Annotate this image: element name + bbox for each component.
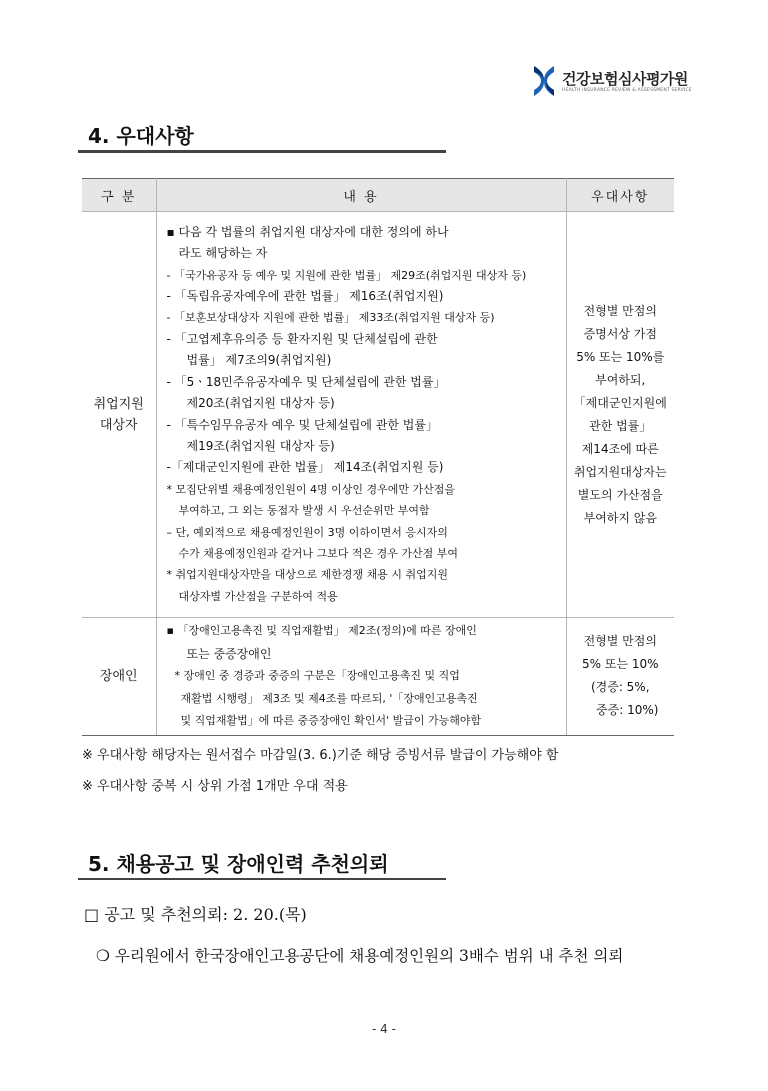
note-line: ※ 우대사항 해당자는 원서접수 마감일(3. 6.)기준 해당 증빙서류 발급이 가능해야 함 bbox=[82, 748, 559, 763]
preference-line: 5% 또는 10%를 bbox=[576, 349, 665, 364]
content-line: * 장애인 중 경증과 중증의 구분은「장애인고용촉진 및 직업 bbox=[174, 669, 460, 682]
section-4-heading bbox=[78, 116, 446, 156]
content-line: – 단, 예외적으로 채용예정인원이 3명 이하이면서 응시자의 bbox=[166, 525, 448, 539]
preference-line: 중증: 10%) bbox=[596, 703, 659, 718]
section-4-title: 4. 우대사항 bbox=[88, 124, 194, 148]
preference-line: 증명서상 가점 bbox=[583, 326, 657, 341]
row-category bbox=[82, 212, 156, 618]
preference-line: 전형별 만점의 bbox=[583, 303, 657, 318]
preference-line: (경증: 5%, bbox=[590, 680, 650, 695]
content-line: 또는 중증장애인 bbox=[186, 646, 272, 661]
recommendation-item: ❍ 우리원에서 한국장애인고용공단에 채용예정인원의 3배수 범위 내 추천 의뢰 bbox=[96, 947, 624, 965]
content-line: ▪ 다음 각 법률의 취업지원 대상자에 대한 정의에 하나 bbox=[166, 224, 449, 239]
category-line: 대상자 bbox=[99, 417, 138, 433]
content-line: 재활법 시행령」 제3조 및 제4조를 따르되, '「장애인고용촉진 bbox=[180, 691, 478, 705]
section-5-heading bbox=[78, 838, 446, 882]
row-preference bbox=[566, 212, 674, 618]
note-line: ※ 우대사항 중복 시 상위 가점 1개만 우대 적용 bbox=[82, 779, 348, 794]
preference-table bbox=[82, 178, 674, 736]
row-content bbox=[156, 212, 566, 618]
content-line: ▪ 「장애인고용촉진 및 직업재활법」 제2조(정의)에 따른 장애인 bbox=[166, 624, 477, 637]
header-category: 구 분 bbox=[82, 179, 156, 212]
content-line: 부여하고, 그 외는 동점자 발생 시 우선순위만 부여함 bbox=[178, 504, 430, 518]
content-line: - 「고엽제후유의증 등 환자지원 및 단체설립에 관한 bbox=[166, 331, 438, 346]
row-preference bbox=[566, 618, 674, 736]
content-line: * 취업지원대상자만을 대상으로 제한경쟁 채용 시 취업지원 bbox=[166, 568, 449, 582]
content-line: 제19조(취업지원 대상자 등) bbox=[186, 438, 335, 453]
category-line: 취업지원 bbox=[93, 396, 144, 412]
row-content bbox=[156, 618, 566, 736]
content-line: 제20조(취업지원 대상자 등) bbox=[186, 396, 335, 411]
content-line: - 「특수임무유공자 예우 및 단체설립에 관한 법률」 bbox=[166, 417, 438, 432]
section-4-rule bbox=[78, 150, 446, 153]
content-line: - 「보훈보상대상자 지원에 관한 법률」 제33조(취업지원 대상자 등) bbox=[166, 311, 495, 325]
org-name: 건강보험심사평가원 bbox=[562, 70, 688, 88]
header-content: 내 용 bbox=[156, 179, 566, 212]
preference-line: 5% 또는 10% bbox=[581, 657, 659, 672]
content-line: 및 직업재활법」에 따른 중증장애인 확인서' 발급이 가능해야함 bbox=[180, 714, 482, 727]
section-5-title: 5. 채용공고 및 장애인력 추천의뢰 bbox=[88, 852, 389, 876]
header-preference: 우대사항 bbox=[566, 179, 674, 212]
org-logo bbox=[532, 64, 692, 100]
row-category bbox=[82, 618, 156, 736]
category-line: 장애인 bbox=[99, 668, 138, 684]
content-line: 수가 채용예정인원과 같거나 그보다 적은 경우 가산점 부여 bbox=[178, 546, 458, 560]
preference-line: 「제대군인지원에 bbox=[573, 395, 667, 410]
preference-line: 취업지원대상자는 bbox=[573, 464, 667, 479]
hira-logo-icon bbox=[532, 64, 558, 98]
preference-line: 별도의 가산점을 bbox=[577, 487, 663, 502]
table-row bbox=[82, 212, 674, 618]
content-line: * 모집단위별 채용예정인원이 4명 이상인 경우에만 가산점을 bbox=[166, 482, 455, 496]
preference-line: 전형별 만점의 bbox=[583, 634, 657, 649]
content-line: 라도 해당하는 자 bbox=[178, 246, 268, 261]
table-header-row bbox=[82, 179, 674, 212]
preference-line: 관한 법률」 bbox=[589, 418, 652, 433]
section-5-rule bbox=[78, 878, 446, 880]
notice-date-item: □ 공고 및 추천의뢰: 2. 20.(목) bbox=[84, 905, 307, 924]
content-line: - 「국가유공자 등 예우 및 지원에 관한 법률」 제29조(취업지원 대상자 등) bbox=[166, 268, 527, 282]
content-line: - 「독립유공자예우에 관한 법률」 제16조(취업지원) bbox=[166, 289, 444, 304]
content-line: - 「5ㆍ18민주유공자예우 및 단체설립에 관한 법률」 bbox=[166, 374, 446, 389]
page-number: - 4 - bbox=[372, 1022, 396, 1036]
preference-line: 제14조에 따른 bbox=[581, 441, 659, 456]
content-line: -「제대군인지원에 관한 법률」 제14조(취업지원 등) bbox=[166, 460, 444, 475]
table-row bbox=[82, 618, 674, 736]
content-line: 법률」 제7조의9(취업지원) bbox=[186, 353, 332, 368]
org-subtitle: HEALTH INSURANCE REVIEW & ASSESSMENT SERVICE bbox=[562, 88, 692, 93]
content-line: 대상자별 가산점을 구분하여 적용 bbox=[178, 589, 338, 603]
preference-line: 부여하되, bbox=[595, 372, 646, 387]
preference-line: 부여하지 않음 bbox=[583, 510, 657, 525]
